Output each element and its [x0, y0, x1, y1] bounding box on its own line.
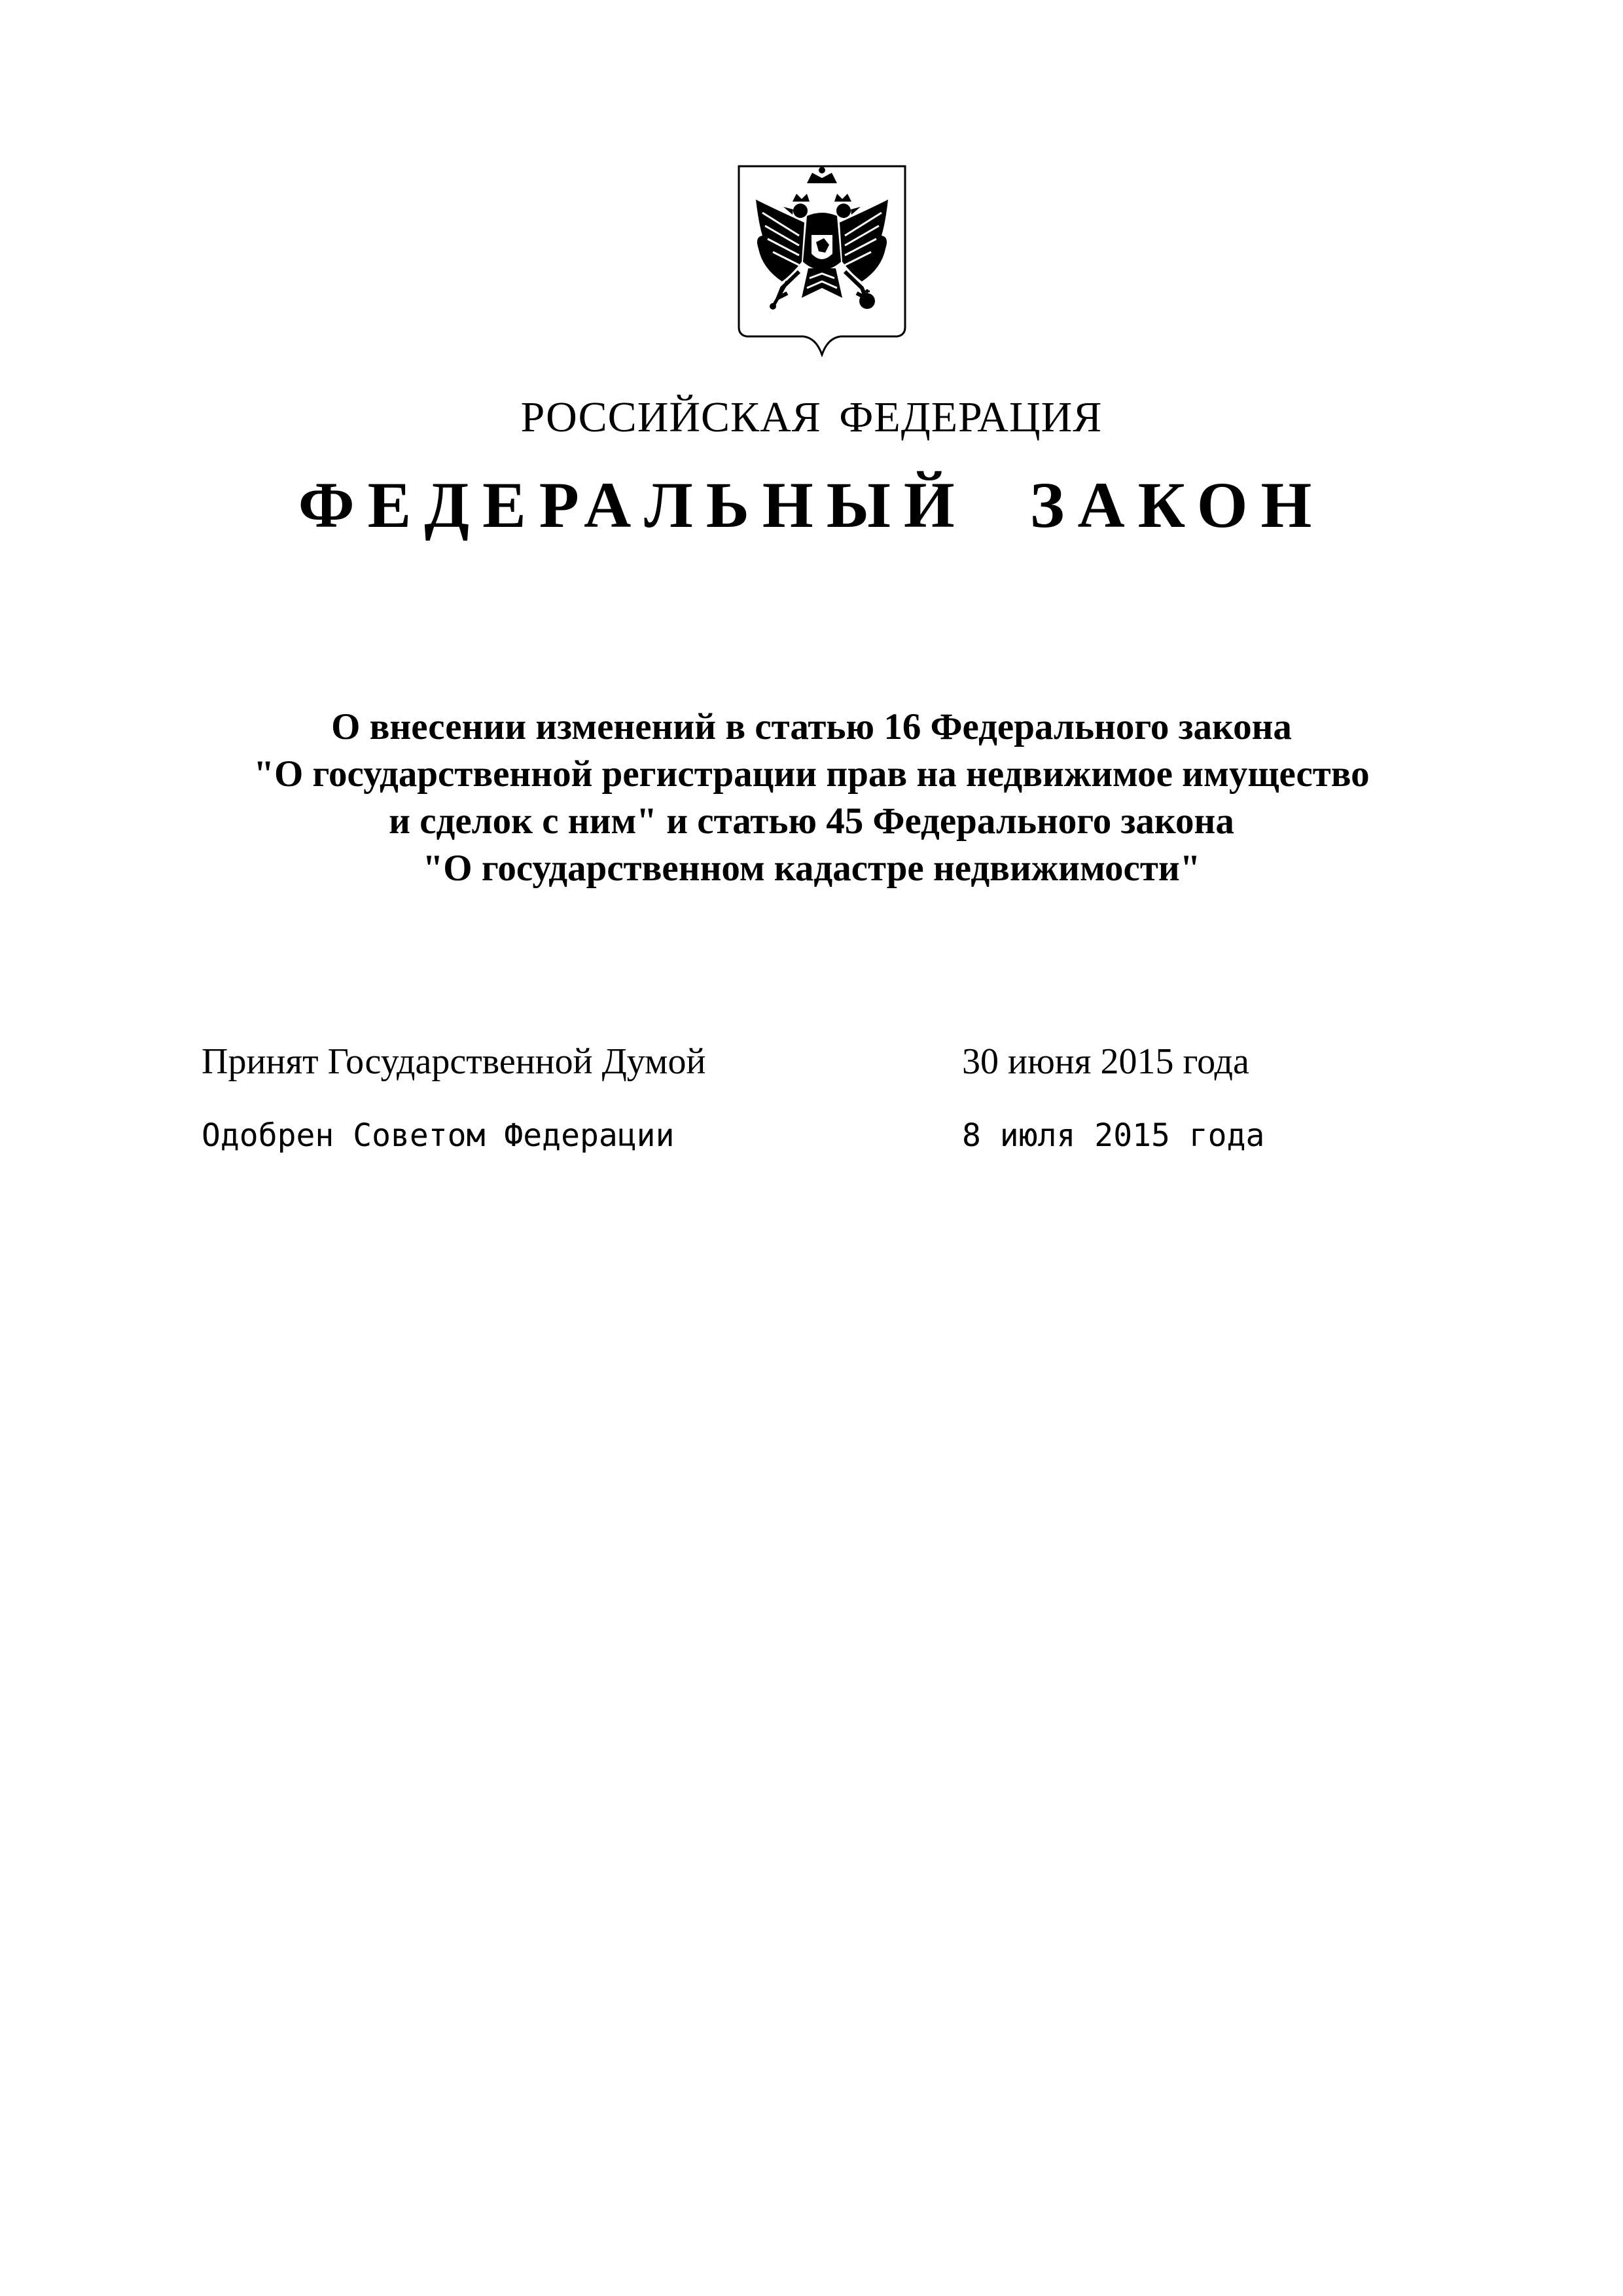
law-title	[0, 704, 1623, 892]
duma-adoption-label: Принят Государственной Думой	[202, 1041, 706, 1082]
country-heading: РОССИЙСКАЯ ФЕДЕРАЦИЯ	[520, 393, 1103, 441]
law-title-line: "О государственном кадастре недвижимости"	[422, 848, 1201, 889]
law-title-line: О внесении изменений в статью 16 Федерального закона	[331, 706, 1292, 747]
russian-coat-of-arms-icon	[736, 164, 908, 357]
council-approval-label: Одобрен Советом Федерации	[202, 1117, 675, 1154]
law-title-line: и сделок с ним" и статью 45 Федерального закона	[389, 800, 1234, 842]
council-approval-date: 8 июля 2015 года	[962, 1117, 1265, 1154]
document-type-heading: ФЕДЕРАЛЬНЫЙ ЗАКОН	[298, 469, 1325, 541]
duma-adoption-date: 30 июня 2015 года	[962, 1041, 1249, 1082]
law-title-line: "О государственной регистрации прав на недвижимое имущество	[253, 753, 1370, 795]
